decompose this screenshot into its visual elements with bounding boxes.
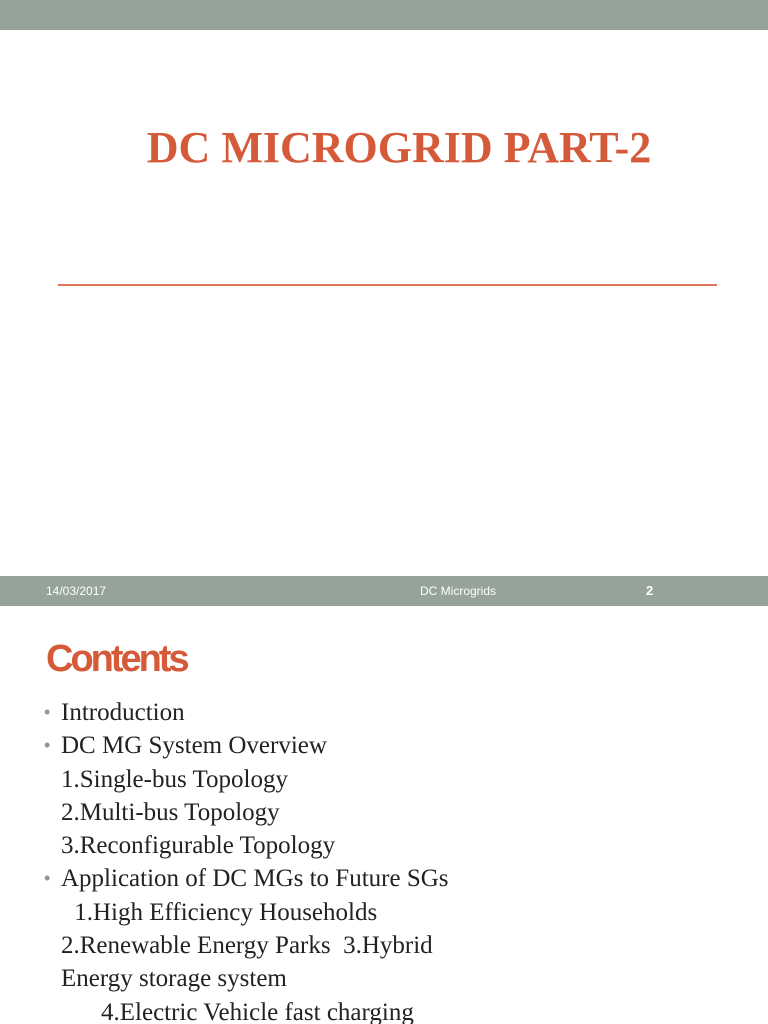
list-item <box>44 962 744 995</box>
list-item <box>44 796 744 829</box>
list-item-text: 2.Multi-bus Topology <box>61 798 280 826</box>
list-item-text: Introduction <box>61 699 185 726</box>
list-item-text: 4.Electric Vehicle fast charging <box>101 998 414 1024</box>
list-item <box>44 829 744 862</box>
slide-title: DC MICROGRID PART-2 <box>146 123 652 172</box>
list-item <box>44 896 744 929</box>
list-item <box>44 763 744 796</box>
contents-list <box>44 696 744 1024</box>
slide-top-bar <box>0 0 768 30</box>
contents-heading: Contents <box>46 638 187 680</box>
list-item <box>44 996 744 1024</box>
list-item <box>44 696 744 729</box>
list-item-text: 3.Reconfigurable Topology <box>61 832 336 860</box>
list-item-text: 2.Renewable Energy Parks 3.Hybrid <box>61 932 433 960</box>
bullet-icon: • <box>44 702 51 722</box>
title-divider <box>58 284 717 286</box>
list-item <box>44 729 744 762</box>
bullet-icon: • <box>44 868 51 889</box>
list-item-text: 1.High Efficiency Households <box>68 898 378 926</box>
slide-footer-bar <box>0 576 768 606</box>
list-item-text: DC MG System Overview <box>61 732 327 760</box>
list-item-text: 1.Single-bus Topology <box>61 765 288 793</box>
list-item-text: Energy storage system <box>61 965 287 993</box>
list-item <box>44 929 744 962</box>
bullet-icon: • <box>44 735 51 756</box>
footer-date: 14/03/2017 <box>46 584 107 598</box>
footer-title: DC Microgrids <box>420 584 497 598</box>
footer-page-number: 2 <box>646 583 654 598</box>
list-item <box>44 862 744 895</box>
list-item-text: Application of DC MGs to Future SGs <box>61 865 449 893</box>
